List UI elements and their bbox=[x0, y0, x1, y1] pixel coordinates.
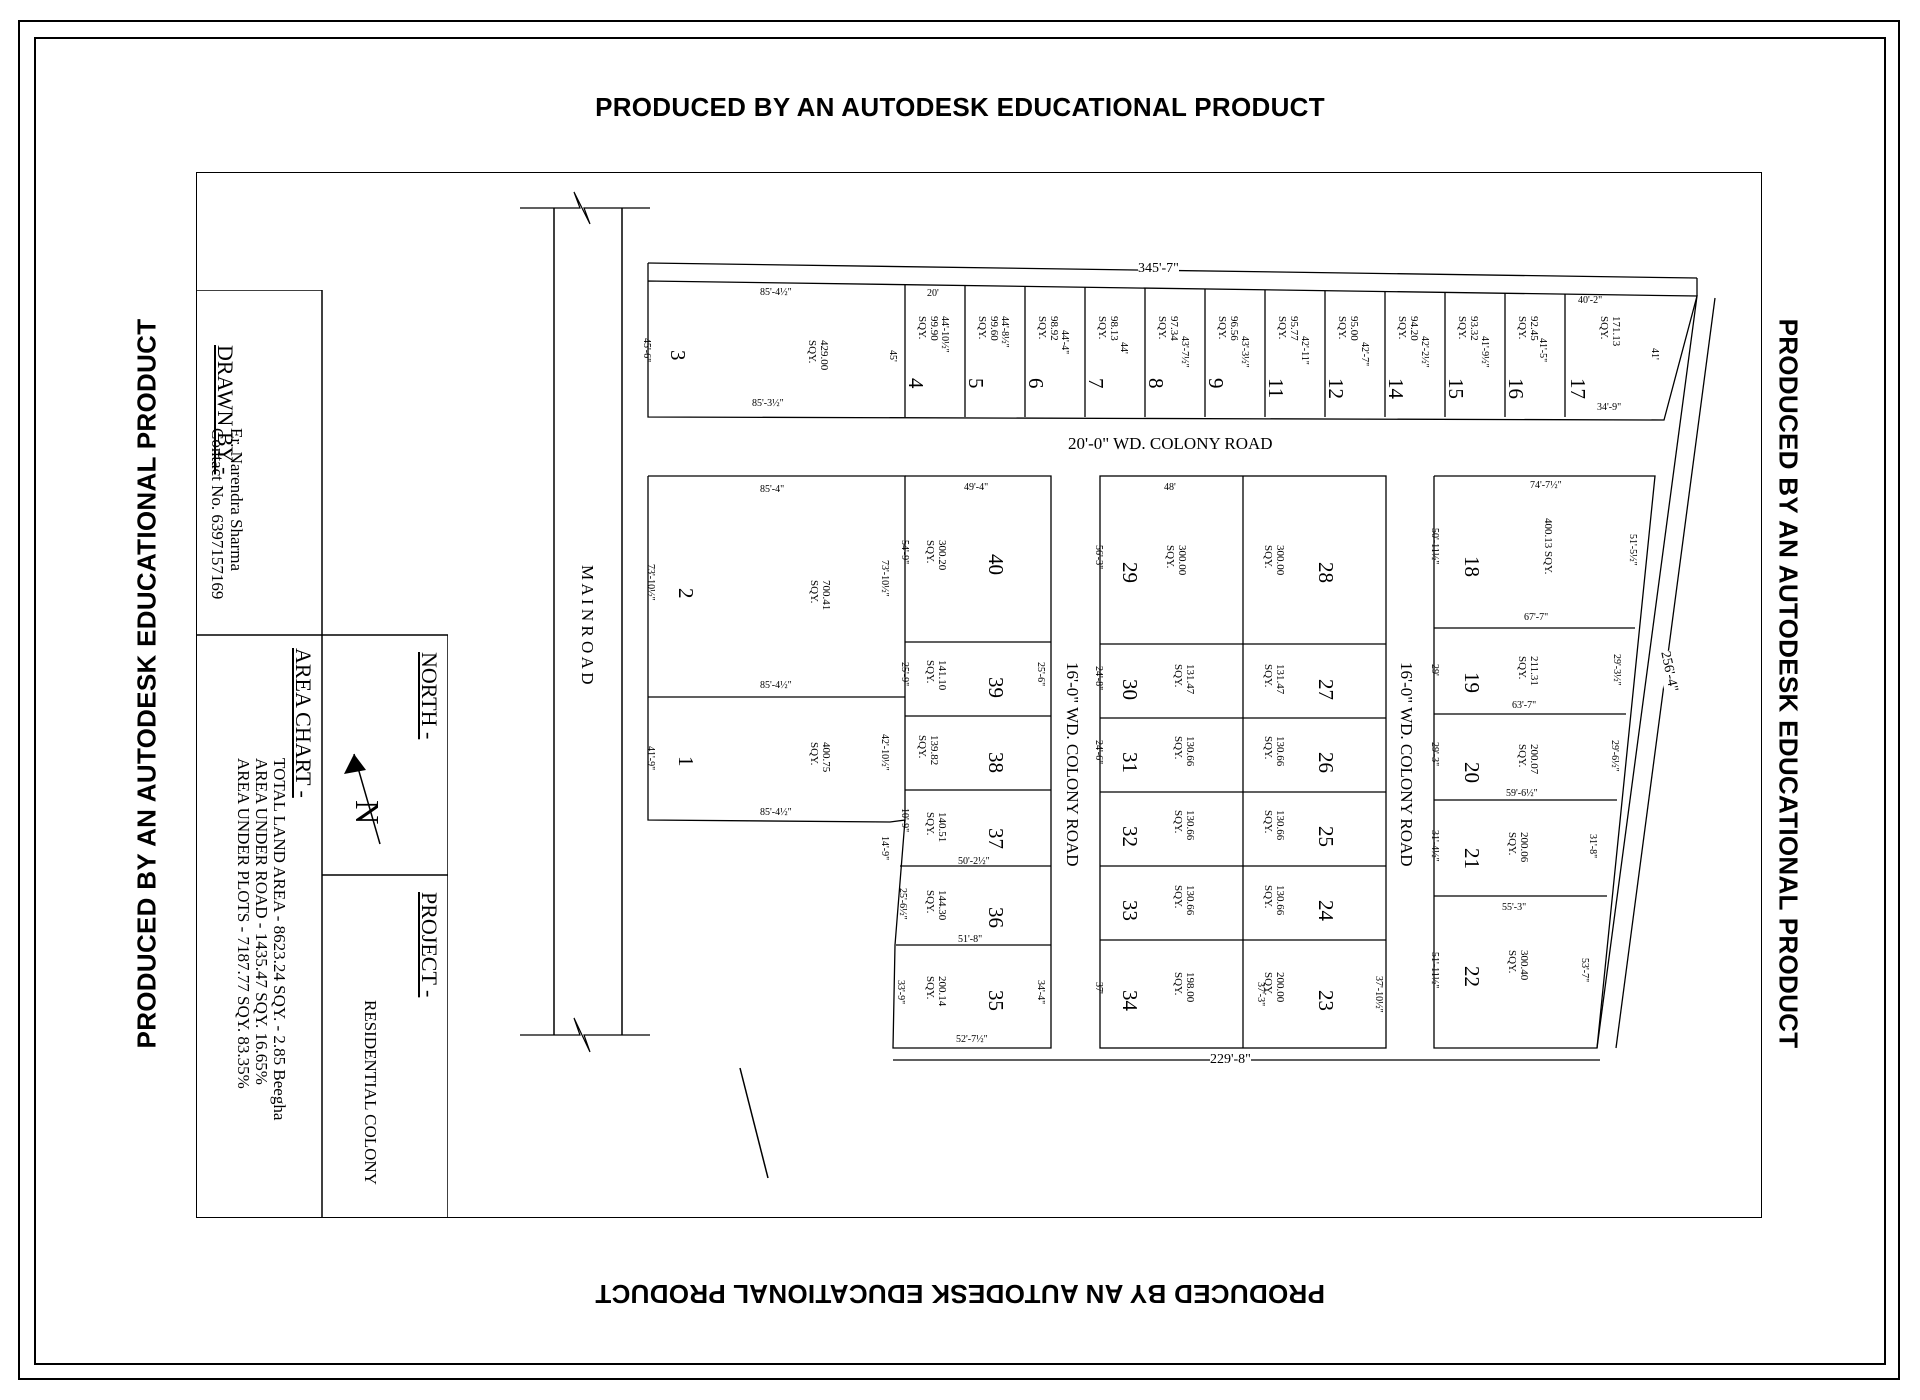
dimension-label: 31'-8" bbox=[1587, 834, 1598, 859]
dimension-label: 41'-5" bbox=[1537, 338, 1548, 363]
dimension-label: 50'-11½" bbox=[1429, 528, 1440, 565]
plot-number: 24 bbox=[1314, 900, 1338, 921]
dimension-label: 45' bbox=[887, 350, 898, 362]
plot-number: 6 bbox=[1024, 378, 1048, 389]
plot-number: 31 bbox=[1118, 752, 1142, 773]
dimension-label: 33'-9" bbox=[895, 980, 906, 1005]
plot-area: 130.66 SQY. bbox=[1172, 810, 1196, 841]
dimension-label: 42'-2½" bbox=[1419, 336, 1430, 368]
plot-area: 140.51 SQY. bbox=[924, 812, 948, 843]
plot-number: 32 bbox=[1118, 826, 1142, 847]
project-name: RESIDENTIAL COLONY bbox=[361, 1000, 380, 1185]
dimension-label: 50'-2½" bbox=[958, 856, 990, 867]
overall-dim-bottom: 229'-8" bbox=[1210, 1052, 1251, 1067]
plot-number: 2 bbox=[674, 588, 698, 599]
area-line-plots: AREA UNDER PLOTS - 7187.77 SQY. 83.35% bbox=[234, 758, 253, 1089]
area-line-total: TOTAL LAND AREA - 8623.24 SQY. - 2.85 Beegha bbox=[270, 758, 289, 1121]
dimension-label: 25'-6½" bbox=[897, 888, 908, 920]
colony-road-20-label: 20'-0" WD. COLONY ROAD bbox=[1068, 434, 1273, 453]
plot-number: 20 bbox=[1460, 762, 1484, 783]
plot-area: 300.00 SQY. bbox=[1262, 545, 1286, 576]
plot-number: 16 bbox=[1504, 378, 1528, 399]
dimension-label: 44'-8½" bbox=[999, 316, 1010, 348]
dimension-label: 45'-6" bbox=[641, 338, 652, 363]
plot-area: 198.00 SQY. bbox=[1172, 972, 1196, 1003]
north-symbol: N bbox=[348, 800, 385, 825]
watermark-right: PRODUCED BY AN AUTODESK EDUCATIONAL PRODUCT bbox=[1773, 318, 1804, 1049]
plot-number: 28 bbox=[1314, 562, 1338, 583]
area-chart-label: AREA CHART - bbox=[291, 648, 316, 798]
plot-area: 200.07 SQY. bbox=[1516, 744, 1540, 775]
plot-area: 98.92 SQY. bbox=[1036, 316, 1060, 341]
plot-area: 95.00 SQY. bbox=[1336, 316, 1360, 341]
dimension-label: 49'-4" bbox=[964, 482, 989, 493]
dimension-label: 44'-4" bbox=[1059, 330, 1070, 355]
drawn-by-contact: Contact No. 6397157169 bbox=[208, 428, 227, 600]
plot-number: 23 bbox=[1314, 990, 1338, 1011]
plot-area: 92.45 SQY. bbox=[1516, 316, 1540, 341]
plot-area: 300.40 SQY. bbox=[1506, 950, 1530, 981]
dimension-label: 14'-9" bbox=[879, 836, 890, 861]
plot-area: 97.34 SQY. bbox=[1156, 316, 1180, 341]
dimension-label: 51'-8" bbox=[958, 934, 983, 945]
plot-number: 27 bbox=[1314, 679, 1338, 700]
plot-number: 40 bbox=[984, 554, 1008, 575]
dimension-label: 24'-6" bbox=[1093, 740, 1104, 765]
plot-number: 26 bbox=[1314, 752, 1338, 773]
plot-number: 33 bbox=[1118, 900, 1142, 921]
plot-area: 300.00 SQY. bbox=[1164, 545, 1188, 576]
dimension-label: 41'-9" bbox=[645, 746, 656, 771]
dimension-label: 63'-7" bbox=[1512, 700, 1537, 711]
plot-number: 15 bbox=[1444, 378, 1468, 399]
dimension-label: 52'-7½" bbox=[956, 1034, 988, 1045]
plot-number: 30 bbox=[1118, 679, 1142, 700]
dimension-label: 34'-9" bbox=[1597, 402, 1622, 413]
dimension-label: 20' bbox=[927, 288, 939, 299]
plot-area: 96.56 SQY. bbox=[1216, 316, 1240, 341]
plot-area: 139.82 SQY. bbox=[916, 735, 940, 766]
watermark-bottom: PRODUCED BY AN AUTODESK EDUCATIONAL PRODUCT bbox=[595, 1279, 1325, 1309]
dimension-label: 44' bbox=[1118, 342, 1129, 354]
colony-road-16b-label: 16'-0" WD. COLONY ROAD bbox=[1397, 662, 1416, 867]
dimension-label: 24'-8" bbox=[1093, 666, 1104, 691]
main-road-label: M A I N R O A D bbox=[578, 565, 597, 685]
plot-area: 171.13 SQY. bbox=[1598, 316, 1622, 347]
plot-area: 94.20 SQY. bbox=[1396, 316, 1420, 341]
dimension-label: 51'-11½" bbox=[1429, 952, 1440, 989]
dimension-label: 43'-3½" bbox=[1239, 336, 1250, 368]
dimension-label: 29'-3½" bbox=[1611, 654, 1622, 686]
dimension-label: 73'-10½" bbox=[879, 560, 890, 597]
plot-area: 130.66 SQY. bbox=[1262, 736, 1286, 767]
plot-area: 99.60 SQY. bbox=[976, 316, 1000, 341]
dimension-label: 41'-9½" bbox=[1479, 336, 1490, 368]
dimension-label: 48' bbox=[1164, 482, 1176, 493]
dimension-label: 37'-3" bbox=[1255, 982, 1266, 1007]
plot-number: 17 bbox=[1566, 378, 1590, 399]
plot-area: 130.66 SQY. bbox=[1172, 885, 1196, 916]
plot-number: 29 bbox=[1118, 562, 1142, 583]
dimension-label: 42'-11" bbox=[1299, 336, 1310, 365]
overall-dim-top: 345'-7" bbox=[1138, 261, 1179, 276]
plot-number: 19 bbox=[1460, 672, 1484, 693]
plot-area: 300.20 SQY. bbox=[924, 540, 948, 571]
plot-number: 37 bbox=[984, 828, 1008, 849]
dimension-label: 43'-7½" bbox=[1179, 336, 1190, 368]
dimension-label: 85'-4½" bbox=[760, 287, 792, 298]
plot-number: 25 bbox=[1314, 826, 1338, 847]
plot-number: 3 bbox=[666, 350, 690, 361]
dimension-label: 29'-3" bbox=[1429, 742, 1440, 767]
plot-number: 11 bbox=[1264, 378, 1288, 399]
dimension-label: 55'-3" bbox=[1502, 902, 1527, 913]
plot-number: 22 bbox=[1460, 966, 1484, 987]
drawn-by-label: DRAWN BY - bbox=[213, 345, 238, 475]
plot-number: 1 bbox=[674, 756, 698, 767]
plot-area: 130.66 SQY. bbox=[1262, 810, 1286, 841]
plot-area: 131.47 SQY. bbox=[1172, 664, 1196, 695]
plot-number: 12 bbox=[1324, 378, 1348, 399]
plot-area: 200.06 SQY. bbox=[1506, 832, 1530, 863]
dimension-label: 44'-10½" bbox=[939, 316, 950, 353]
dimension-label: 56'-3" bbox=[1093, 545, 1104, 570]
plot-number: 9 bbox=[1204, 378, 1228, 389]
dimension-label: 59'-6½" bbox=[1506, 788, 1538, 799]
plot-number: 14 bbox=[1384, 378, 1408, 399]
plot-area: 211.31 SQY. bbox=[1516, 656, 1540, 686]
plot-number: 18 bbox=[1460, 556, 1484, 577]
north-label: NORTH - bbox=[417, 652, 442, 740]
watermark-top: PRODUCED BY AN AUTODESK EDUCATIONAL PRODUCT bbox=[595, 92, 1325, 122]
plot-number: 36 bbox=[984, 907, 1008, 928]
dimension-label: 10'-9" bbox=[899, 808, 910, 833]
plot-number: 38 bbox=[984, 752, 1008, 773]
plot-area: 429.00 SQY. bbox=[806, 340, 830, 371]
dimension-label: 29'-6½" bbox=[1609, 740, 1620, 772]
plot-area: 144.30 SQY. bbox=[924, 890, 948, 921]
plot-area: 93.32 SQY. bbox=[1456, 316, 1480, 341]
watermark-left: PRODUCED BY AN AUTODESK EDUCATIONAL PRODUCT bbox=[131, 318, 162, 1049]
dimension-label: 85'-4" bbox=[760, 484, 785, 495]
area-line-road: AREA UNDER ROAD - 1435.47 SQY. 16.65% bbox=[252, 758, 271, 1085]
dimension-label: 85'-4½" bbox=[760, 680, 792, 691]
dimension-label: 25'-6" bbox=[1035, 662, 1046, 687]
dimension-label: 53'-7" bbox=[1579, 958, 1590, 983]
plot-area: 131.47 SQY. bbox=[1262, 664, 1286, 695]
project-label: PROJECT - bbox=[417, 892, 442, 998]
dimension-label: 37' bbox=[1093, 982, 1104, 994]
plot-area: 200.00 SQY. bbox=[1262, 972, 1286, 1003]
dimension-label: 29' bbox=[1429, 664, 1440, 676]
colony-road-16a-label: 16'-0" WD. COLONY ROAD bbox=[1063, 662, 1082, 867]
plot-number: 34 bbox=[1118, 990, 1142, 1011]
drawn-by-name: Er. Narendra Sharma bbox=[227, 428, 246, 572]
dimension-label: 41' bbox=[1649, 348, 1660, 360]
dimension-label: 31'-4½" bbox=[1429, 830, 1440, 862]
dimension-label: 40'-2" bbox=[1578, 295, 1603, 306]
plot-number: 35 bbox=[984, 990, 1008, 1011]
dimension-label: 74'-7½" bbox=[1530, 480, 1562, 491]
plot-area: 141.10 SQY. bbox=[924, 660, 948, 691]
plot-number: 7 bbox=[1084, 378, 1108, 389]
dimension-label: 34'-4" bbox=[1035, 980, 1046, 1005]
plot-number: 39 bbox=[984, 677, 1008, 698]
dimension-label: 42'-10½" bbox=[879, 734, 890, 771]
dimension-label: 42'-7" bbox=[1359, 342, 1370, 367]
plot-number: 5 bbox=[964, 378, 988, 389]
plot-number: 4 bbox=[904, 378, 928, 389]
plot-area: 99.90 SQY. bbox=[916, 316, 940, 341]
dimension-label: 37'-10½" bbox=[1373, 976, 1384, 1013]
dimension-label: 54'-9" bbox=[899, 540, 910, 565]
dimension-label: 85'-3½" bbox=[752, 398, 784, 409]
plot-area: 95.77 SQY. bbox=[1276, 316, 1300, 341]
plot-number: 21 bbox=[1460, 848, 1484, 869]
plot-area: 400.13 SQY. bbox=[1542, 518, 1554, 575]
dimension-label: 73'-10½" bbox=[645, 564, 656, 601]
plot-number: 8 bbox=[1144, 378, 1168, 389]
overall-dim-right: 256'-4" bbox=[1657, 650, 1681, 694]
plot-area: 700.41 SQY. bbox=[808, 580, 832, 611]
plot-area: 98.13 SQY. bbox=[1096, 316, 1120, 341]
plot-area: 130.66 SQY. bbox=[1262, 885, 1286, 916]
plot-area: 130.66 SQY. bbox=[1172, 736, 1196, 767]
plot-area: 200.14 SQY. bbox=[924, 976, 948, 1007]
dimension-label: 51'-5½" bbox=[1627, 534, 1638, 566]
dimension-label: 85'-4½" bbox=[760, 807, 792, 818]
plot-area: 400.75 SQY. bbox=[808, 742, 832, 773]
dimension-label: 25'-9" bbox=[899, 662, 910, 687]
dimension-label: 67'-7" bbox=[1524, 612, 1549, 623]
